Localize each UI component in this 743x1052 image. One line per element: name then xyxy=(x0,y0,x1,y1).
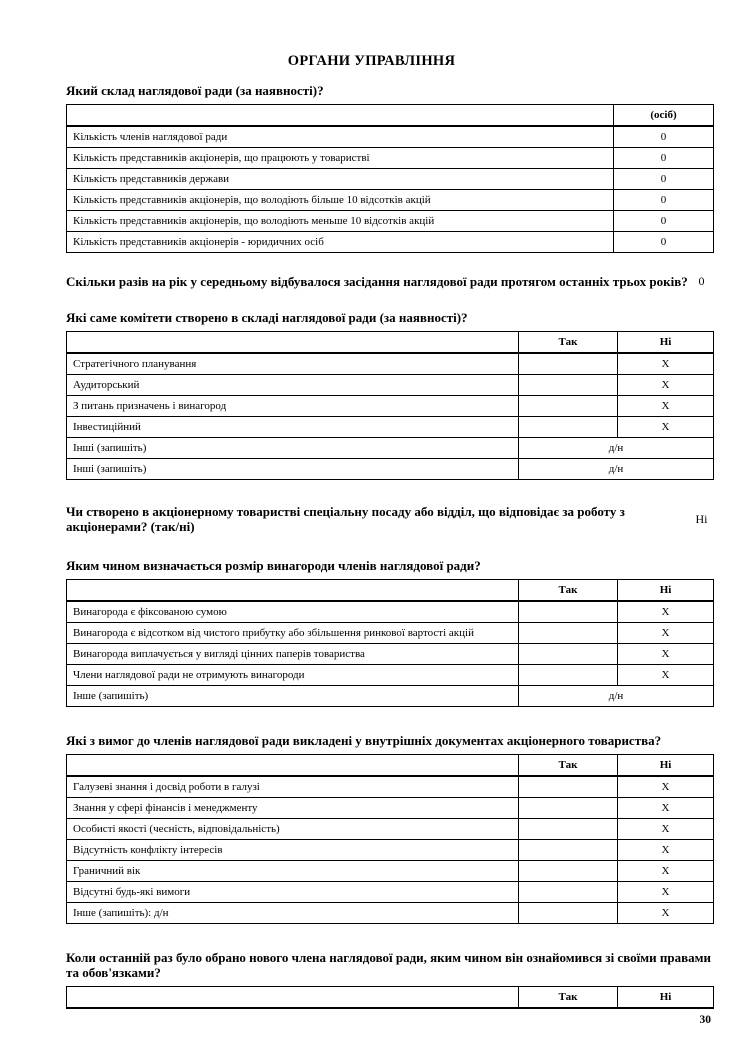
no-cell: X xyxy=(618,776,714,798)
no-cell: X xyxy=(618,396,714,417)
yes-cell xyxy=(519,375,618,396)
page-number: 30 xyxy=(699,1014,711,1026)
row-label: Аудиторський xyxy=(67,375,519,396)
row-label: Відсутні будь-які вимоги xyxy=(67,882,519,903)
row-label: Стратегічного планування xyxy=(67,353,519,375)
remuneration-table xyxy=(66,579,714,707)
yes-cell xyxy=(519,353,618,375)
yes-cell xyxy=(519,840,618,861)
page-content xyxy=(66,83,713,1026)
table-row xyxy=(67,126,714,148)
row-label: Кількість представників акціонерів, що володіють меньше 10 відсотків акцій xyxy=(67,211,614,232)
no-column-header: Ні xyxy=(618,580,714,602)
committees-table xyxy=(66,331,714,480)
no-cell: X xyxy=(618,882,714,903)
table-row xyxy=(67,903,714,924)
row-label: Інше (запишіть): д/н xyxy=(67,903,519,924)
no-cell: X xyxy=(618,665,714,686)
no-column-header: Ні xyxy=(618,332,714,354)
row-label: Особисті якості (чесність, відповідальність) xyxy=(67,819,519,840)
meetings-frequency-answer: 0 xyxy=(698,274,705,288)
row-label: Інші (запишіть) xyxy=(67,459,519,480)
table-row xyxy=(67,353,714,375)
yes-column-header: Так xyxy=(519,755,618,777)
table-row xyxy=(67,459,714,480)
row-label: Кількість представників акціонерів - юридичних осіб xyxy=(67,232,614,253)
empty-header-cell xyxy=(67,987,519,1009)
row-label: Інші (запишіть) xyxy=(67,438,519,459)
no-cell: X xyxy=(618,819,714,840)
table-row xyxy=(67,601,714,623)
no-cell: X xyxy=(618,798,714,819)
question-meetings-frequency xyxy=(66,274,713,289)
yes-cell xyxy=(519,396,618,417)
table-header-row xyxy=(67,580,714,602)
table-row xyxy=(67,861,714,882)
table-row xyxy=(67,148,714,169)
row-label: Кількість представників держави xyxy=(67,169,614,190)
no-cell: X xyxy=(618,417,714,438)
row-label: Винагорода є фіксованою сумою xyxy=(67,601,519,623)
member-requirements-table xyxy=(66,754,714,924)
row-label: Кількість представників акціонерів, що володіють більше 10 відсотків акцій xyxy=(67,190,614,211)
table-row xyxy=(67,776,714,798)
merged-answer-cell: д/н xyxy=(519,459,714,480)
yes-cell xyxy=(519,644,618,665)
no-cell: X xyxy=(618,644,714,665)
yes-cell xyxy=(519,417,618,438)
row-value: 0 xyxy=(614,232,714,253)
row-value: 0 xyxy=(614,211,714,232)
row-label: Відсутність конфлікту інтересів xyxy=(67,840,519,861)
table-header-row xyxy=(67,755,714,777)
table-row xyxy=(67,211,714,232)
table-row xyxy=(67,396,714,417)
table-header-row xyxy=(67,987,714,1009)
yes-cell xyxy=(519,819,618,840)
row-label: Винагорода є відсотком від чистого прибутку або збільшення ринкової вартості акцій xyxy=(67,623,519,644)
table-row xyxy=(67,644,714,665)
row-value: 0 xyxy=(614,126,714,148)
persons-column-header: (осіб) xyxy=(614,105,714,127)
no-column-header: Ні xyxy=(618,987,714,1009)
table-row xyxy=(67,417,714,438)
question-new-member-introduction: Коли останній раз було обрано нового члена наглядової ради, яким чином він ознайомився зі своїми правами та обов'язками? xyxy=(66,950,711,980)
board-composition-table xyxy=(66,104,714,253)
page-title: ОРГАНИ УПРАВЛІННЯ xyxy=(287,53,456,69)
yes-cell xyxy=(519,798,618,819)
no-cell: X xyxy=(618,840,714,861)
yes-cell xyxy=(519,601,618,623)
question-remuneration: Яким чином визначається розмір винагороди членів наглядової ради? xyxy=(66,558,481,573)
no-cell: X xyxy=(618,623,714,644)
row-label: Кількість членів наглядової ради xyxy=(67,126,614,148)
no-cell: X xyxy=(618,353,714,375)
no-cell: X xyxy=(618,601,714,623)
yes-column-header: Так xyxy=(519,332,618,354)
row-value: 0 xyxy=(614,148,714,169)
merged-answer-cell: д/н xyxy=(519,686,714,707)
row-value: 0 xyxy=(614,190,714,211)
table-header-row xyxy=(67,105,714,127)
table-row xyxy=(67,232,714,253)
question-member-requirements: Які з вимог до членів наглядової ради викладені у внутрішніх документах акціонерного товариства? xyxy=(66,733,662,748)
empty-header-cell xyxy=(67,332,519,354)
empty-header-cell xyxy=(67,580,519,602)
no-column-header: Ні xyxy=(618,755,714,777)
no-cell: X xyxy=(618,903,714,924)
yes-cell xyxy=(519,903,618,924)
empty-header-cell xyxy=(67,105,614,127)
yes-cell xyxy=(519,623,618,644)
row-value: 0 xyxy=(614,169,714,190)
yes-column-header: Так xyxy=(519,987,618,1009)
table-row xyxy=(67,798,714,819)
table-row xyxy=(67,882,714,903)
yes-cell xyxy=(519,861,618,882)
no-cell: X xyxy=(618,861,714,882)
yes-column-header: Так xyxy=(519,580,618,602)
yes-cell xyxy=(519,665,618,686)
row-label: Інше (запишіть) xyxy=(67,686,519,707)
table-row xyxy=(67,665,714,686)
yes-cell xyxy=(519,776,618,798)
row-label: Винагорода виплачується у вигляді цінних паперів товариства xyxy=(67,644,519,665)
new-member-table xyxy=(66,986,714,1009)
row-label: Галузеві знання і досвід роботи в галузі xyxy=(67,776,519,798)
row-label: Кількість представників акціонерів, що працюють у товаристві xyxy=(67,148,614,169)
table-row xyxy=(67,819,714,840)
question-committees: Які саме комітети створено в складі наглядової ради (за наявності)? xyxy=(66,310,468,325)
no-cell: X xyxy=(618,375,714,396)
row-label: З питань призначень і винагород xyxy=(67,396,519,417)
table-row xyxy=(67,375,714,396)
row-label: Граничний вік xyxy=(67,861,519,882)
table-header-row xyxy=(67,332,714,354)
merged-answer-cell: д/н xyxy=(519,438,714,459)
question-shareholder-relations xyxy=(66,504,713,534)
table-row xyxy=(67,840,714,861)
question-text: Чи створено в акціонерному товаристві спеціальну посаду або відділ, що відповідає за роботу з акціонерами? (так/ні) xyxy=(66,504,625,534)
empty-header-cell xyxy=(67,755,519,777)
shareholder-relations-answer: Ні xyxy=(695,511,708,526)
question-board-composition: Який склад наглядової ради (за наявності)? xyxy=(66,83,324,98)
question-text: Скільки разів на рік у середньому відбувалося засідання наглядової ради протягом останніх трьох років? xyxy=(66,274,688,289)
row-label: Інвестиційний xyxy=(67,417,519,438)
table-row xyxy=(67,190,714,211)
yes-cell xyxy=(519,882,618,903)
row-label: Члени наглядової ради не отримують винагороди xyxy=(67,665,519,686)
table-row xyxy=(67,686,714,707)
table-row xyxy=(67,169,714,190)
table-row xyxy=(67,623,714,644)
table-row xyxy=(67,438,714,459)
row-label: Знання у сфері фінансів і менеджменту xyxy=(67,798,519,819)
